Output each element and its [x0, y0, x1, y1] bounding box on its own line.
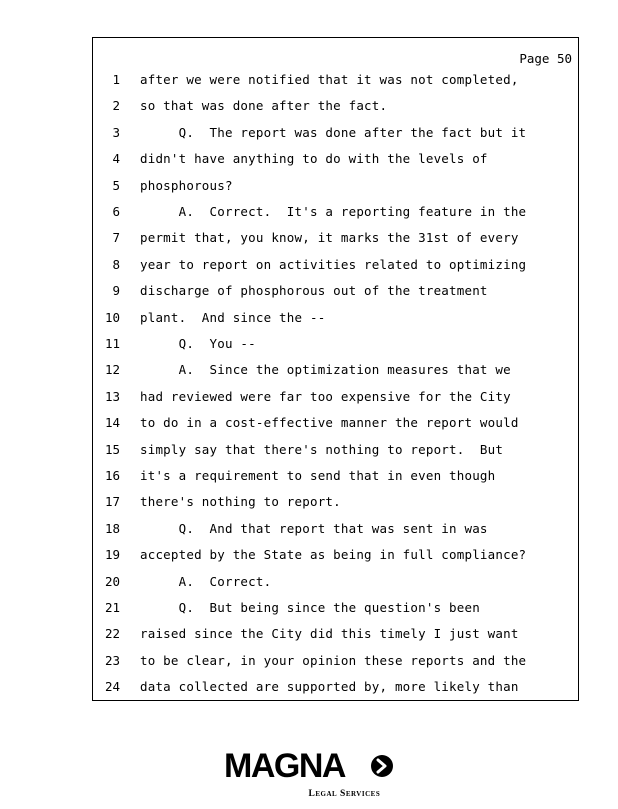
- transcript-line: [93, 415, 578, 431]
- line-number: 8: [112, 256, 120, 272]
- line-number: 15: [104, 441, 120, 457]
- line-number: 3: [112, 124, 120, 140]
- transcript-line: [93, 362, 578, 378]
- transcript-line: [93, 336, 578, 352]
- line-number: 7: [112, 230, 120, 246]
- line-number: 13: [104, 388, 120, 404]
- line-number: 22: [104, 626, 120, 642]
- line-text: didn't have anything to do with the levels of: [140, 151, 488, 167]
- line-number: 16: [104, 468, 120, 483]
- line-number: 12: [104, 362, 120, 378]
- transcript-line: [93, 257, 578, 273]
- line-text: A. Since the optimization measures that we: [140, 362, 511, 378]
- line-number: 20: [104, 573, 120, 589]
- page-number: Page 50: [519, 51, 572, 66]
- transcript-line: [93, 72, 578, 88]
- transcript-line: [93, 389, 578, 405]
- line-text: Q. But being since the question's been: [140, 600, 480, 615]
- transcript-line: [93, 626, 578, 642]
- line-text: simply say that there's nothing to report. But: [140, 441, 504, 457]
- line-number: 11: [104, 336, 120, 351]
- transcript-line: [93, 98, 578, 114]
- line-number: 17: [104, 494, 120, 510]
- transcript-line: [93, 679, 578, 695]
- transcript-line: [93, 494, 578, 510]
- transcript-page: [92, 37, 579, 701]
- line-text: permit that, you know, it marks the 31st of every: [140, 230, 519, 246]
- line-text: phosphorous?: [140, 177, 233, 193]
- transcript-line: [93, 230, 578, 246]
- line-text: discharge of phosphorous out of the treatment: [140, 283, 488, 299]
- transcript-line: [93, 574, 578, 590]
- transcript-line: [93, 283, 578, 299]
- logo-tagline: [297, 779, 380, 809]
- line-text: after we were notified that it was not completed,: [140, 72, 519, 87]
- line-text: year to report on activities related to optimizing: [140, 256, 527, 272]
- logo-tagline-text: Legal Services: [308, 789, 381, 799]
- logo-wordmark: MAGNA: [224, 747, 345, 785]
- transcript-line: [93, 521, 578, 537]
- line-text: data collected are supported by, more likely than: [140, 679, 519, 695]
- line-text: there's nothing to report.: [140, 494, 341, 510]
- magna-logo: [222, 747, 396, 799]
- line-number: 1: [112, 72, 120, 87]
- line-number: 14: [104, 415, 120, 431]
- line-text: accepted by the State as being in full compliance?: [140, 547, 527, 563]
- line-number: 10: [104, 309, 120, 325]
- line-text: Q. The report was done after the fact but it: [140, 124, 527, 140]
- line-number: 2: [112, 98, 120, 114]
- transcript-line: [93, 310, 578, 326]
- line-text: raised since the City did this timely I just want: [140, 626, 519, 642]
- line-number: 18: [104, 520, 120, 536]
- line-text: so that was done after the fact.: [140, 98, 388, 114]
- transcript-line: [93, 653, 578, 669]
- line-number: 9: [112, 283, 120, 299]
- line-text: it's a requirement to send that in even though: [140, 468, 496, 483]
- transcript-line: [93, 468, 578, 484]
- line-text: A. Correct.: [140, 573, 272, 589]
- line-number: 19: [104, 547, 120, 563]
- transcript-line: [93, 600, 578, 616]
- transcript-line: [93, 125, 578, 141]
- line-number: 21: [104, 600, 120, 615]
- line-text: had reviewed were far too expensive for the City: [140, 388, 511, 404]
- line-text: to do in a cost-effective manner the report would: [140, 415, 519, 431]
- line-text: plant. And since the --: [140, 309, 326, 325]
- line-number: 24: [104, 679, 120, 695]
- logo-arrow-badge: [371, 755, 393, 777]
- line-number: 23: [104, 652, 120, 668]
- line-number: 4: [112, 151, 120, 167]
- line-number: 5: [112, 177, 120, 193]
- line-text: to be clear, in your opinion these reports and the: [140, 652, 527, 668]
- transcript-line: [93, 442, 578, 458]
- line-text: Q. And that report that was sent in was: [140, 520, 488, 536]
- transcript-line: [93, 151, 578, 167]
- transcript-line: [93, 547, 578, 563]
- transcript-line: [93, 178, 578, 194]
- transcript-line: [93, 204, 578, 220]
- line-number: 6: [112, 204, 120, 219]
- line-text: Q. You --: [140, 336, 256, 351]
- line-text: A. Correct. It's a reporting feature in the: [140, 204, 527, 219]
